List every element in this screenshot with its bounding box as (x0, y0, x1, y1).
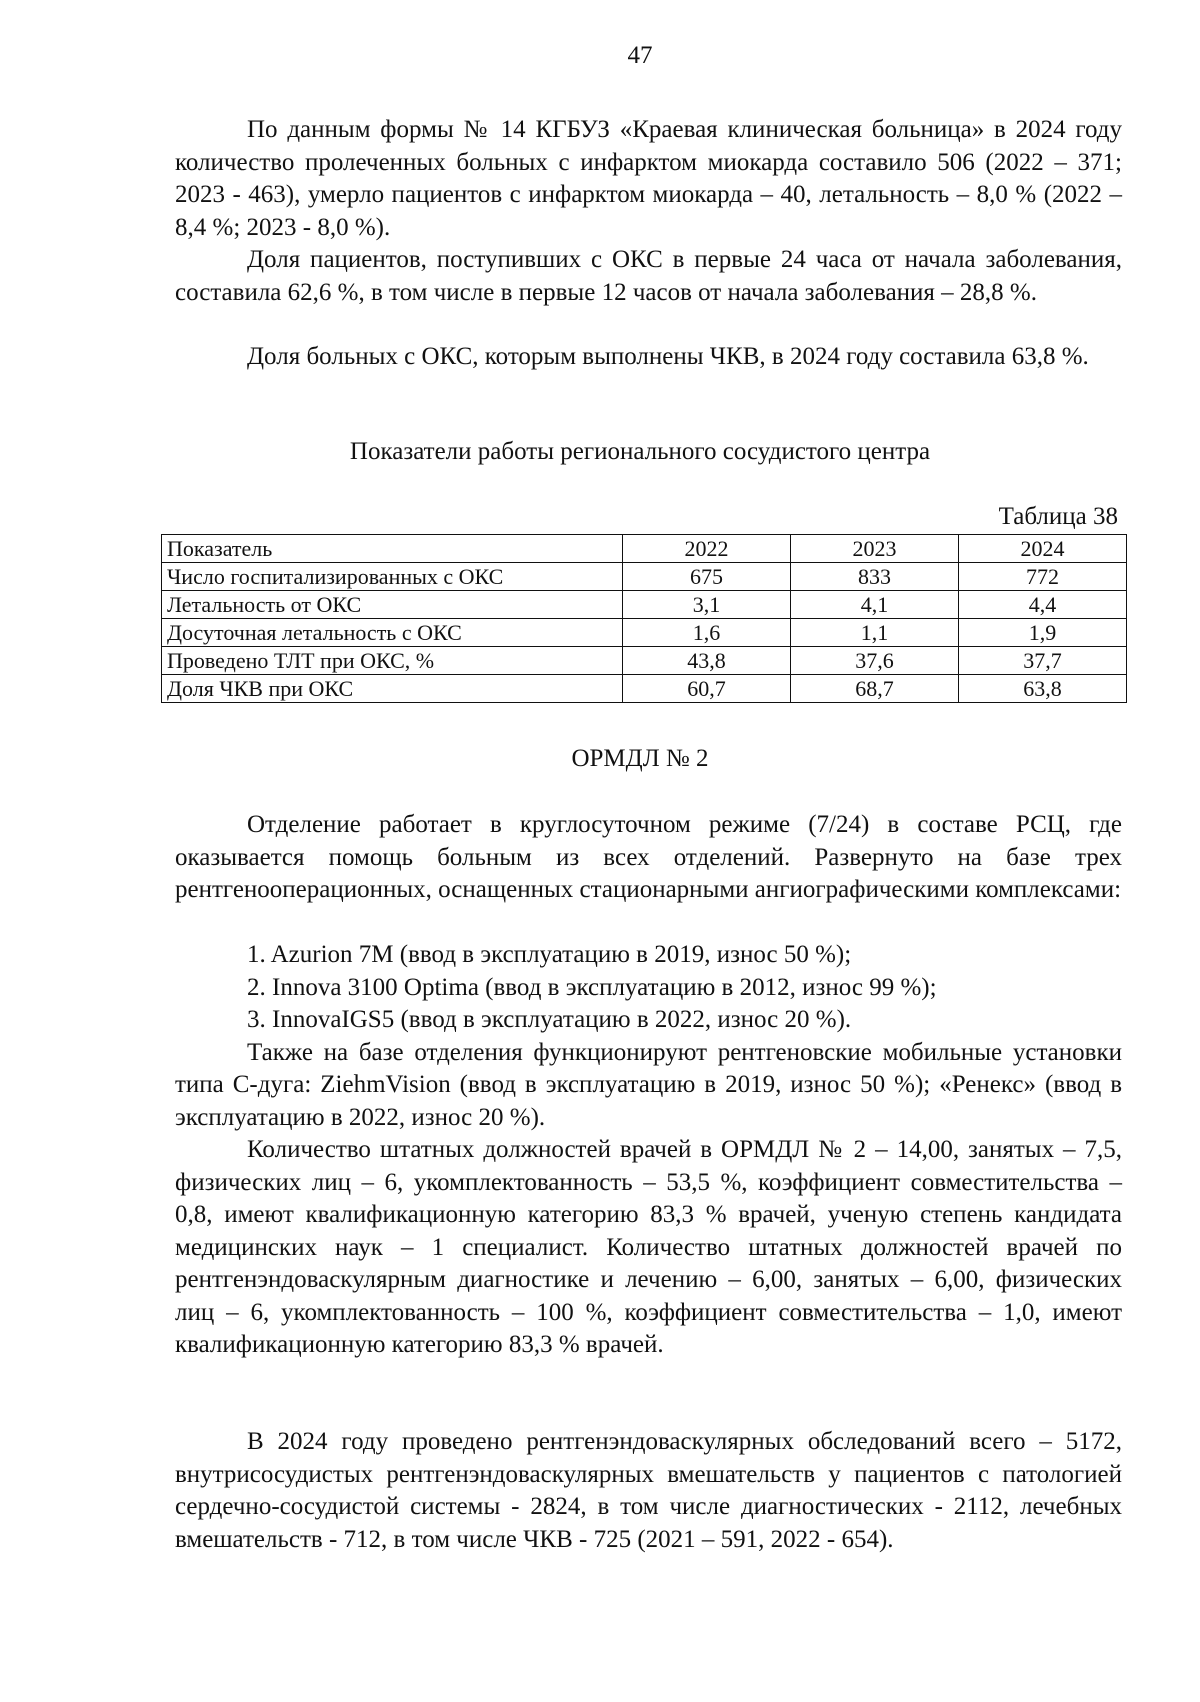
table-caption: Показатели работы регионального сосудистого центра (349, 438, 931, 465)
table-header-cell: Показатель (162, 535, 623, 563)
table-header-cell: 2024 (959, 535, 1127, 563)
equipment-list-item: 3. InnovaIGS5 (ввод в эксплуатацию в 2022, износ 20 %). (247, 1006, 852, 1033)
paragraph-mobile-units: Также на базе отделения функционируют рентгеновские мобильные установки типа С-дуга: ZiehmVision (ввод в эксплуатацию в 2019, износ 50 %); «Ренекс» (ввод в эксплуатацию в 2022, износ 20 %). (175, 1038, 1122, 1131)
table-row (162, 591, 1127, 619)
table-cell: 833 (791, 563, 959, 591)
paragraph-oks-admission: Доля пациентов, поступивших с ОКС в первые 24 часа от начала заболевания, составила 62,6 %, в том числе в первые 12 часов от начала заболевания – 28,8 %. (175, 246, 1122, 306)
table-cell: 60,7 (623, 675, 791, 703)
paragraph-mi-statistics: По данным формы № 14 КГБУЗ «Краевая клиническая больница» в 2024 году количество пролеченных больных с инфарктом миокарда составило 506 (2022 – 371; 2023 - 463), умерло пациентов с инфарктом миокарда – 40, летальность – 8,0 % (2022 – 8,4 %; 2023 - 8,0 %). (175, 116, 1122, 241)
table-cell: 4,1 (791, 591, 959, 619)
table-cell: 37,7 (959, 647, 1127, 675)
table-row (162, 619, 1127, 647)
table-row (162, 563, 1127, 591)
rsc-indicators-table (161, 534, 1127, 703)
table-header-row (162, 535, 1127, 563)
equipment-list-item: 2. Innova 3100 Optima (ввод в эксплуатацию в 2012, износ 99 %); (247, 973, 937, 1001)
table-cell: 772 (959, 563, 1127, 591)
table-row (162, 675, 1127, 703)
paragraph-procedures-2024: В 2024 году проведено рентгенэндоваскулярных обследований всего – 5172, внутрисосудистых рентгенэндоваскулярных вмешательств у пациентов с патологией сердечно-сосудистой системы - 2824, в том числе диагностических - 2112, лечебных вмешательств - 712, в том числе ЧКВ - 725 (2021 – 591, 2022 - 654). (175, 1428, 1122, 1553)
paragraph-staffing: Количество штатных должностей врачей в ОРМДЛ № 2 – 14,00, занятых – 7,5, физических лиц – 6, укомплектованность – 53,5 %, коэффициент совместительства – 0,8, имеют квалификационную категорию 83,3 % врачей, ученую степень кандидата медицинских наук – 1 специалист. Количество штатных должностей врачей по рентгенэндоваскулярным диагностике и лечению – 6,00, занятых – 6,00, физических лиц – 6, укомплектованность – 100 %, коэффициент совместительства – 1,0, имеют квалификационную категорию 83,3 % врачей. (175, 1136, 1122, 1358)
table-cell: Летальность от ОКС (162, 591, 623, 619)
table-row (162, 647, 1127, 675)
table-cell: 675 (623, 563, 791, 591)
table-cell: 1,1 (791, 619, 959, 647)
table-header-cell: 2022 (623, 535, 791, 563)
page-number: 47 (627, 42, 653, 69)
table-header-cell: 2023 (791, 535, 959, 563)
table-cell: 3,1 (623, 591, 791, 619)
paragraph-department-intro: Отделение работает в круглосуточном режиме (7/24) в составе РСЦ, где оказывается помощь больным из всех отделений. Развернуто на базе трех рентгенооперационных, оснащенных стационарными ангиографическими комплексами: (175, 811, 1122, 903)
table-cell: Досуточная летальность с ОКС (162, 619, 623, 647)
paragraph-pci-share: Доля больных с ОКС, которым выполнены ЧКВ, в 2024 году составила 63,8 %. (247, 343, 1089, 370)
table-cell: 43,8 (623, 647, 791, 675)
section-heading: ОРМДЛ № 2 (571, 745, 709, 772)
table-cell: Проведено ТЛТ при ОКС, % (162, 647, 623, 675)
table-cell: 37,6 (791, 647, 959, 675)
table-cell: Доля ЧКВ при ОКС (162, 675, 623, 703)
equipment-list-item: 1. Azurion 7M (ввод в эксплуатацию в 2019, износ 50 %); (247, 941, 852, 968)
table-cell: 63,8 (959, 675, 1127, 703)
table-cell: 1,6 (623, 619, 791, 647)
table-cell: 68,7 (791, 675, 959, 703)
table-label: Таблица 38 (998, 503, 1118, 530)
table-cell: 4,4 (959, 591, 1127, 619)
table-cell: 1,9 (959, 619, 1127, 647)
table-cell: Число госпитализированных с ОКС (162, 563, 623, 591)
